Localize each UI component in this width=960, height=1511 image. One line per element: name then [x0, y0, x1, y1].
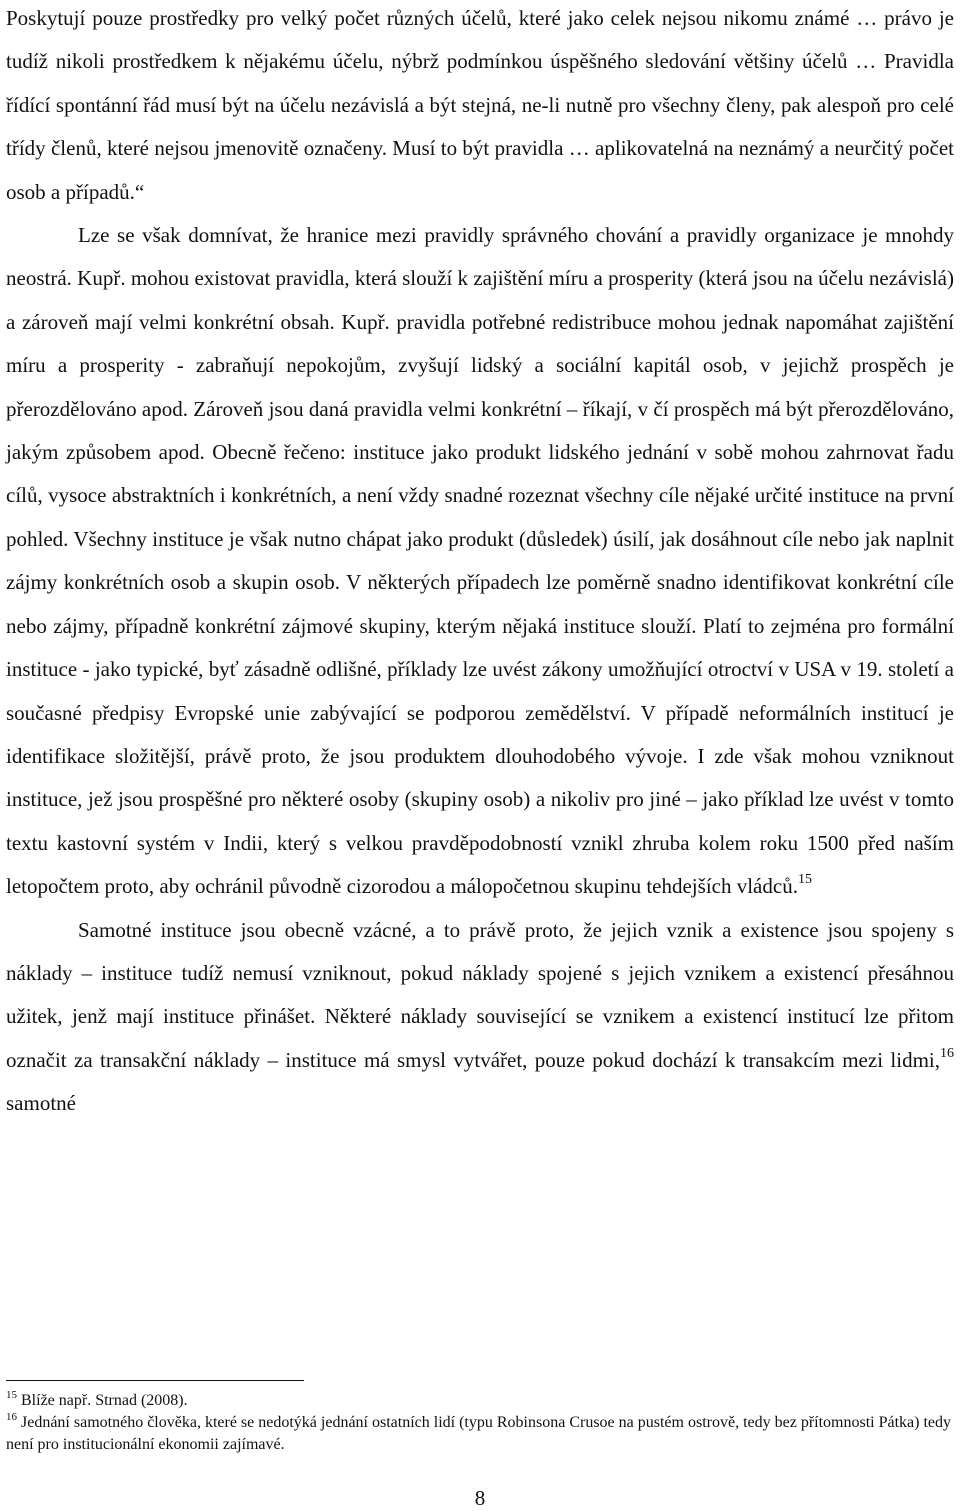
- footnote-15: [6, 1390, 954, 1412]
- paragraph-2-text: Lze se však domnívat, že hranice mezi pravidly správného chování a pravidly organizace je mnohdy neostrá. Kupř. mohou existovat pravidla, která slouží k zajištění míru a prosperity (která jsou na účelu nezávislá) a zároveň mají velmi konkrétní obsah. Kupř. pravidla potřebné redistribuce mohou jednak napomáhat zajištění míru a prosperity - zabraňují nepokojům, zvyšují lidský a sociální kapitál osob, v jejichž prospěch je přerozdělováno apod. Zároveň jsou daná pravidla velmi konkrétní – říkají, v čí prospěch má být přerozdělováno, jakým způsobem apod. Obecně řečeno: instituce jako produkt lidského jednání v sobě mohou zahrnovat řadu cílů, vysoce abstraktních i konkrétních, a není vždy snadné rozeznat všechny cíle nějaké určité instituce na první pohled. Všechny instituce je však nutno chápat jako produkt (důsledek) úsilí, jak dosáhnout cíle nebo jak naplnit zájmy konkrétních osob a skupin osob. V některých případech lze poměrně snadno identifikovat konkrétní cíle nebo zájmy, případně konkrétní zájmové skupiny, kterým nějaká instituce slouží. Platí to zejména pro formální instituce - jako typické, byť zásadně odlišné, příklady lze uvést zákony umožňující otroctví v USA v 19. století a současné předpisy Evropské unie zabývající se podporou zemědělství. V případě neformálních institucí je identifikace složitější, právě proto, že jsou produktem dlouhodobého vývoje. I zde však mohou vzniknout instituce, jež jsou prospěšné pro některé osoby (skupiny osob) a nikoliv pro jiné – jako příklad lze uvést v tomto textu kastovní systém v Indii, který s velkou pravděpodobností vznikl zhruba kolem roku 1500 před naším letopočtem proto, aby ochránil původně cizorodou a málopočetnou skupinu tehdejších vládců.: [6, 223, 954, 899]
- footnote-15-text: Blíže např. Strnad (2008).: [21, 1392, 188, 1409]
- paragraph-1-text: Poskytují pouze prostředky pro velký počet různých účelů, které jako celek nejsou nikomu známé … právo je tudíž nikoli prostředkem k nějakému účelu, nýbrž podmínkou úspěšného sledování většiny účelů … Pravidla řídící spontánní řád musí být na účelu nezávislá a být stejná, ne-li nutně pro všechny členy, pak alespoň pro celé třídy členů, které nejsou jmenovitě označeny. Musí to být pravidla … aplikovatelná na neznámý a neurčitý počet osob a případů.“: [6, 6, 954, 204]
- footnote-15-number: 15: [6, 1388, 17, 1401]
- paragraph-2: [6, 214, 954, 909]
- footnote-divider: [6, 1380, 304, 1381]
- footnote-ref-16[interactable]: 16: [940, 1045, 954, 1061]
- paragraph-3-tail: samotné: [6, 1091, 76, 1116]
- paragraph-3-text: Samotné instituce jsou obecně vzácné, a to právě proto, že jejich vznik a existence jsou spojeny s náklady – instituce tudíž nemusí vzniknout, pokud náklady spojené s jejich vznikem a existencí přesáhnou užitek, jenž mají instituce přinášet. Některé náklady související se vznikem a existencí institucí lze přitom označit za transakční náklady – instituce má smysl vytvářet, pouze pokud dochází k transakcím mezi lidmi,: [6, 917, 954, 1072]
- footnote-16-text: Jednání samotného člověka, které se nedotýká jednání ostatních lidí (typu Robinsona Crusoe na pustém ostrově, tedy bez přítomnosti Pátka) tedy není pro institucionální ekonomii zajímavé.: [6, 1414, 952, 1453]
- paragraph-1: [6, 0, 954, 214]
- document-page: [6, 0, 954, 1126]
- footnote-ref-15[interactable]: 15: [797, 872, 812, 888]
- page-number: 8: [474, 1486, 486, 1510]
- footnote-16-number: 16: [6, 1410, 17, 1423]
- footnotes: [6, 1390, 954, 1456]
- paragraph-3: [6, 909, 954, 1126]
- footnote-16: [6, 1412, 954, 1456]
